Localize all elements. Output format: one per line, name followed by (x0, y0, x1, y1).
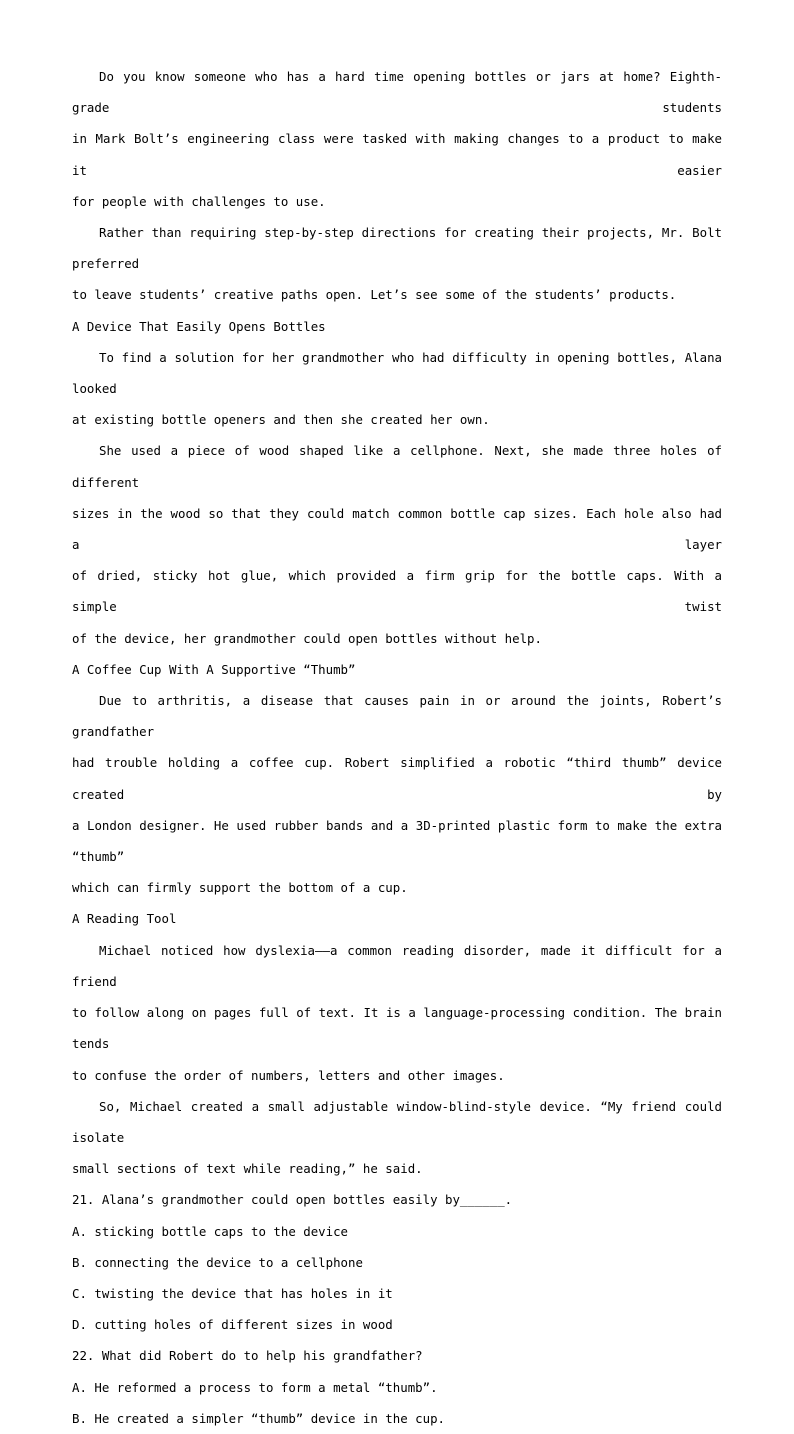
paragraph-line: to leave students’ creative paths open. Let’s see some of the students’ products. (72, 287, 677, 303)
paragraph-line: at existing bottle openers and then she created her own. (72, 412, 490, 428)
paragraph-line: had trouble holding a coffee cup. Robert simplified a robotic “third thumb” device created by (72, 755, 730, 802)
paragraph-line: which can firmly support the bottom of a cup. (72, 880, 408, 896)
section-heading-coffee-cup: A Coffee Cup With A Supportive “Thumb” (72, 661, 356, 677)
paragraph-4 (72, 435, 730, 653)
question-21 (72, 1184, 722, 1340)
paragraph-line: for people with challenges to use. (72, 193, 326, 209)
paragraph-line: She used a piece of wood shaped like a cellphone. Next, she made three holes of different (72, 443, 730, 490)
paragraph-line: of the device, her grandmother could open bottles without help. (72, 630, 542, 646)
paragraph-line: to follow along on pages full of text. It is a language-processing condition. The brain tends (72, 1005, 730, 1052)
paragraph-line: To find a solution for her grandmother who had difficulty in opening bottles, Alana looked (72, 349, 730, 397)
answer-option-c: C. twisting the device that has holes in it (72, 1285, 393, 1301)
paragraph-3 (72, 342, 730, 436)
paragraph-1 (72, 61, 730, 217)
paragraph-6 (72, 935, 730, 1091)
paragraph-line: in Mark Bolt’s engineering class were tasked with making changes to a product to make it easier (72, 131, 730, 178)
answer-option-a: A. He reformed a process to form a metal “thumb”. (72, 1379, 438, 1395)
answer-option-b: B. He created a simpler “thumb” device in the cup. (72, 1410, 445, 1426)
answer-option-d: D. cutting holes of different sizes in wood (72, 1317, 393, 1333)
paragraph-line: Michael noticed how dyslexia——a common reading disorder, made it difficult for a friend (72, 942, 730, 989)
paragraph-line: Due to arthritis, a disease that causes pain in or around the joints, Robert’s grandfather (72, 693, 730, 740)
paragraph-line: small sections of text while reading,” he said. (72, 1161, 423, 1177)
question-22 (72, 1340, 722, 1434)
paragraph-2 (72, 217, 730, 311)
question-stem: 21. Alana’s grandmother could open bottles easily by______. (72, 1192, 513, 1208)
paragraph-5 (72, 685, 730, 903)
paragraph-7 (72, 1091, 730, 1185)
paragraph-line: sizes in the wood so that they could match common bottle cap sizes. Each hole also had a layer (72, 505, 730, 553)
paragraph-line: of dried, sticky hot glue, which provided a firm grip for the bottle caps. With a simple twist (72, 568, 730, 615)
answer-option-b: B. connecting the device to a cellphone (72, 1254, 363, 1270)
paragraph-line: to confuse the order of numbers, letters and other images. (72, 1067, 505, 1083)
paragraph-line: Do you know someone who has a hard time opening bottles or jars at home? Eighth-grade students (72, 69, 722, 116)
question-stem: 22. What did Robert do to help his grandfather? (72, 1348, 423, 1364)
document-page (72, 61, 730, 1434)
answer-option-a: A. sticking bottle caps to the device (72, 1223, 349, 1239)
paragraph-line: So, Michael created a small adjustable window-blind-style device. “My friend could isolate (72, 1098, 730, 1145)
section-heading-bottle-opener: A Device That Easily Opens Bottles (72, 318, 326, 334)
section-heading-reading-tool: A Reading Tool (72, 911, 177, 927)
paragraph-line: Rather than requiring step-by-step directions for creating their projects, Mr. Bolt preferred (72, 225, 730, 272)
paragraph-line: a London designer. He used rubber bands and a 3D-printed plastic form to make the extra “thumb” (72, 817, 730, 865)
